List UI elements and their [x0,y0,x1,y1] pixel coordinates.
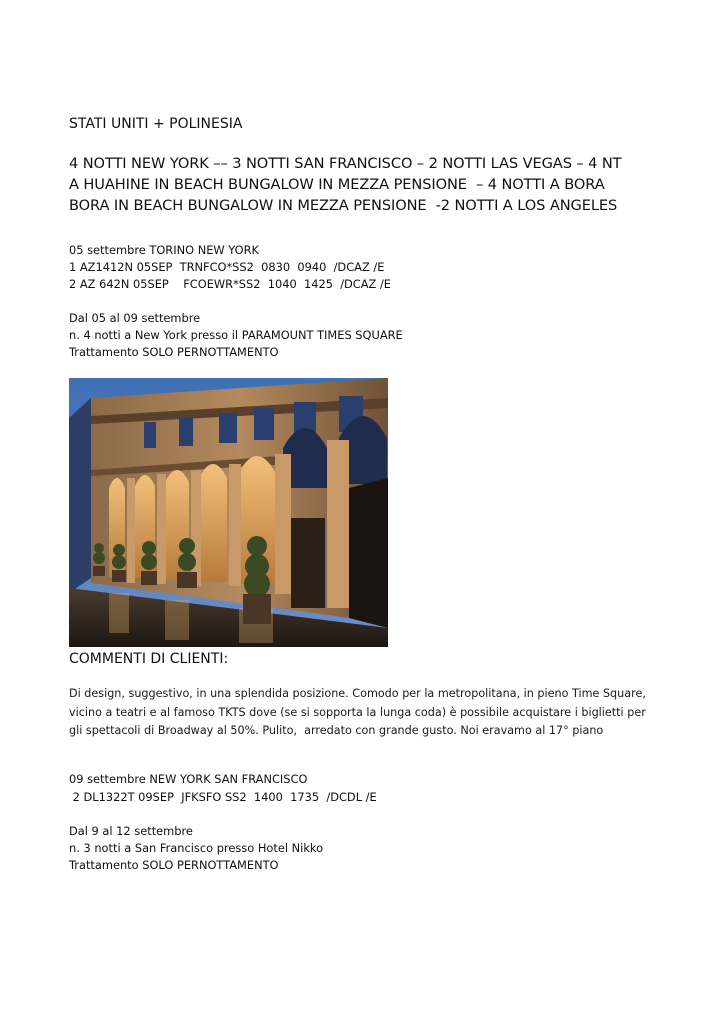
headline-line-2: A HUAHINE IN BEACH BUNGALOW IN MEZZA PENSIONE – 4 NOTTI A BORA [69,176,605,193]
flight1-heading: 05 settembre TORINO NEW YORK [69,243,259,257]
stay1-treatment: Trattamento SOLO PERNOTTAMENTO [69,345,279,359]
headline-line-3: BORA IN BEACH BUNGALOW IN MEZZA PENSIONE -2 NOTTI A LOS ANGELES [69,197,618,214]
comment-line-2: vicino a teatri e al famoso TKTS dove (se si sopporta la lunga coda) è possibile acquistare i biglietti per [69,706,646,719]
stay2-dates: Dal 9 al 12 settembre [69,824,193,838]
comments-heading: COMMENTI DI CLIENTI: [69,651,229,667]
stay1-hotel: n. 4 notti a New York presso il PARAMOUNT TIMES SQUARE [69,328,403,342]
stay2-treatment: Trattamento SOLO PERNOTTAMENTO [69,858,279,872]
comment-line-3: gli spettacoli di Broadway al 50%. Pulito, arredato con grande gusto. Noi eravamo al 17° piano [69,724,604,737]
flight2-segment-1: 2 DL1322T 09SEP JFKSFO SS2 1400 1735 /DCDL /E [69,790,377,804]
stay1-dates: Dal 05 al 09 settembre [69,311,201,325]
comment-line-1: Di design, suggestivo, in una splendida posizione. Comodo per la metropolitana, in pieno Time Square, [69,687,646,700]
headline-line-1: 4 NOTTI NEW YORK –– 3 NOTTI SAN FRANCISCO – 2 NOTTI LAS VEGAS – 4 NT [69,155,622,172]
flight1-segment-1: 1 AZ1412N 05SEP TRNFCO*SS2 0830 0940 /DCAZ /E [69,260,385,274]
hotel-photo [69,378,388,647]
flight2-heading: 09 settembre NEW YORK SAN FRANCISCO [69,772,308,786]
flight1-segment-2: 2 AZ 642N 05SEP FCOEWR*SS2 1040 1425 /DCAZ /E [69,277,392,291]
document-title: STATI UNITI + POLINESIA [69,116,243,132]
stay2-hotel: n. 3 notti a San Francisco presso Hotel Nikko [69,841,324,855]
